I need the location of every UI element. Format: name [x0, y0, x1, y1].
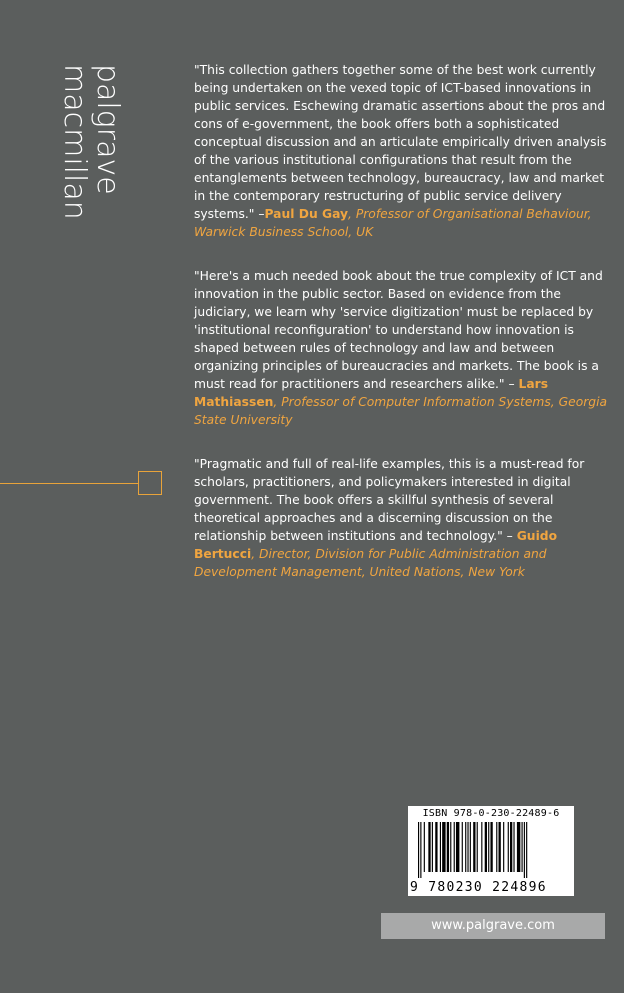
- barcode-bar: [447, 822, 449, 872]
- quote-author: Guido Bertucci: [194, 529, 558, 561]
- quote-affiliation: , Professor of Organisational Behaviour, Warwick Business School, UK: [194, 207, 592, 239]
- barcode-bar: [428, 822, 430, 872]
- publisher-logo: [52, 64, 124, 224]
- barcode-bar: [435, 822, 437, 872]
- barcode-bar: [418, 822, 419, 878]
- decorative-square: [138, 471, 162, 495]
- quote-author: Paul Du Gay: [264, 207, 349, 221]
- barcode-bar: [517, 822, 520, 872]
- barcode-bar: [470, 822, 471, 872]
- barcode-bar: [456, 822, 459, 872]
- website-link[interactable]: www.palgrave.com: [381, 913, 605, 939]
- endorsement-quote: [194, 267, 612, 429]
- logo-line-palgrave: palgrave: [90, 64, 125, 195]
- barcode-bar: [481, 822, 482, 872]
- quote-text: "Pragmatic and full of real-life examples, this is a must-read for scholars, practitioners, and policymakers interested in digital government. The book offers a skillful synthesis of several theoretical approaches and a discerning discussion on the relationship between institutions and technology." –: [194, 457, 585, 543]
- quote-affiliation: , Professor of Computer Information Systems, Georgia State University: [194, 395, 608, 427]
- publisher-logo-text: [58, 64, 124, 220]
- endorsement-quote: [194, 61, 612, 241]
- barcode-bar: [442, 822, 445, 872]
- barcode-bar: [485, 822, 487, 872]
- barcode-bar: [513, 822, 514, 872]
- barcode-bar: [424, 822, 425, 872]
- barcode-bar: [432, 822, 433, 872]
- quote-affiliation: , Director, Division for Public Administration and Development Management, United Nations, New York: [194, 547, 547, 579]
- barcode-bar: [462, 822, 463, 872]
- barcode-bar: [473, 822, 475, 872]
- barcode-bar: [440, 822, 441, 872]
- isbn-label: ISBN 978-0-230-22489-6: [422, 808, 560, 819]
- barcode-bar: [499, 822, 501, 872]
- decorative-rule: [0, 483, 138, 484]
- barcode-bar: [490, 822, 492, 872]
- barcode-bar: [496, 822, 497, 872]
- quote-text: "Here's a much needed book about the true complexity of ICT and innovation in the public sector. Based on evidence from the judiciary, we learn why 'service digitization' must be replaced by 'institutional reconfiguration' to understand how innovation is shaped between rules of technology and law and between organizing principles of bureaucracies and markets. The book is a must read for practitioners and researchers alike." –: [194, 269, 603, 391]
- barcode-bar: [524, 822, 525, 878]
- endorsement-quote: [194, 455, 612, 581]
- quote-author: Lars Mathiassen: [194, 377, 549, 409]
- barcode-bar: [508, 822, 509, 872]
- barcode-bar: [467, 822, 468, 872]
- barcode-bar: [420, 822, 421, 878]
- logo-line-macmillan: macmillan: [57, 64, 92, 220]
- barcode-bar: [510, 822, 512, 872]
- isbn-barcode: [408, 806, 574, 896]
- barcode-bar: [488, 822, 489, 872]
- barcode-bar: [503, 822, 504, 872]
- endorsements: [194, 61, 612, 607]
- barcode-bars: [418, 822, 568, 878]
- barcode-bar: [465, 822, 466, 872]
- quote-text: "This collection gathers together some of the best work currently being undertaken on the vexed topic of ICT-based innovations in public services. Eschewing dramatic assertions about the pros and cons of e-government, the book offers both a sophisticated conceptual discussion and an articulate empirically driven analysis of the various institutional configurations that result from the entanglements between technology, bureaucracy, law and market in the contemporary restructuring of public service delivery systems." –: [194, 63, 607, 221]
- barcode-bar: [522, 822, 523, 872]
- barcode-bar: [450, 822, 451, 872]
- ean-number: 9 780230 224896: [410, 880, 547, 895]
- barcode-bar: [454, 822, 455, 872]
- barcode-bar: [477, 822, 478, 872]
- barcode-bar: [526, 822, 527, 878]
